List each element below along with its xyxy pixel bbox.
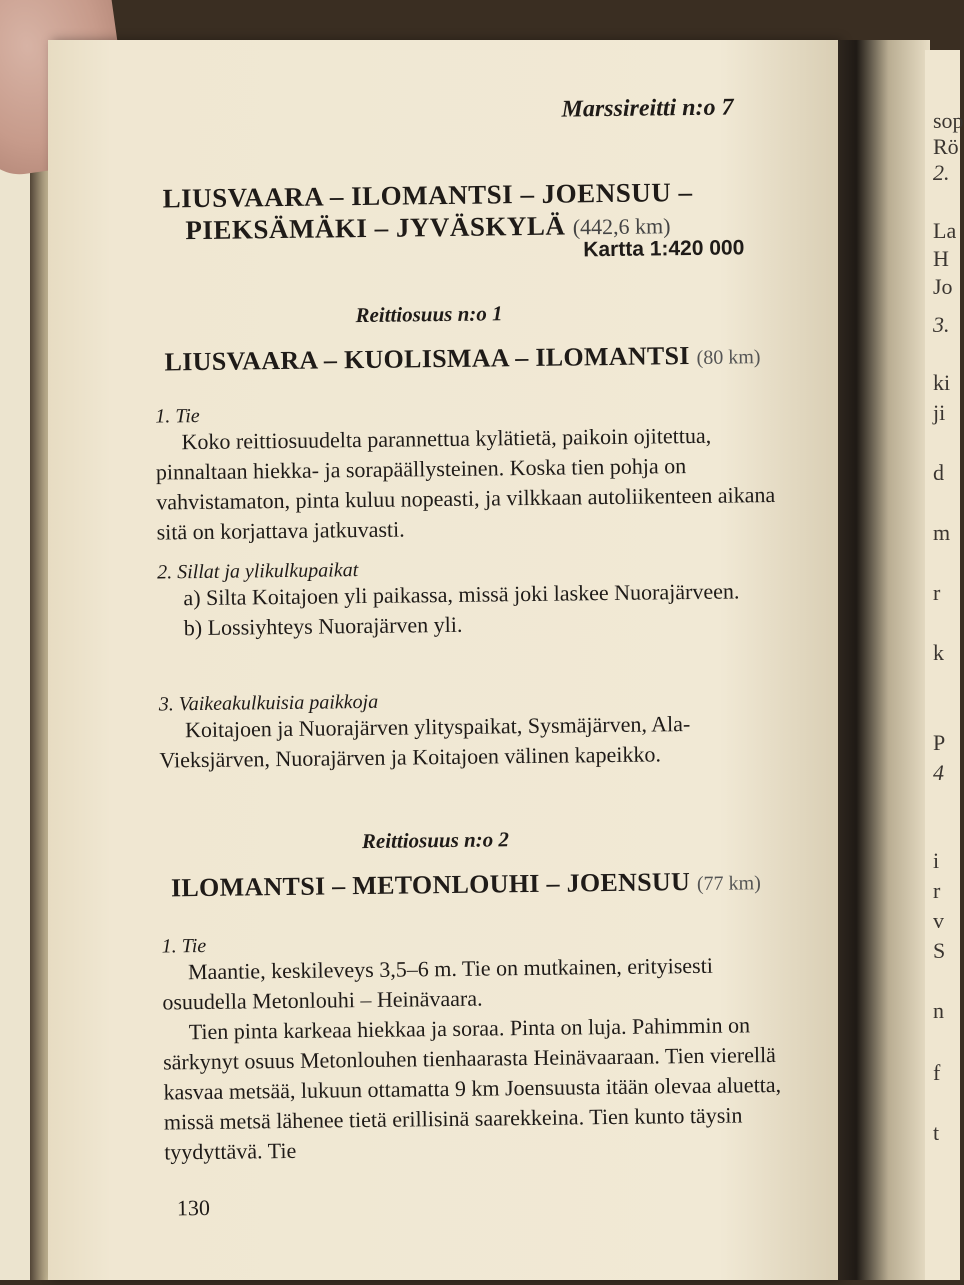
facing-fragment: r — [933, 878, 941, 903]
section-1-label: Reittiosuus n:o 1 — [355, 301, 503, 328]
section-1-road-paragraph — [155, 420, 791, 548]
section-1-difficult-heading: 3. Vaikeakulkuisia paikkoja — [158, 690, 379, 716]
facing-fragment: Jo — [933, 274, 953, 299]
section-1-road-text: Koko reittiosuudelta parannettua kylätietä, paikoin ojitettua, pinnaltaan hiekka- ja sorapäällysteinen. Koska tien pohja on vahvistamaton, pinta kuluu nopeasti, ja vilkkaan autoliikenteen aikana sitä on korjattava jatkuvasti. — [155, 422, 776, 545]
facing-fragment: t — [933, 1120, 940, 1145]
facing-fragment: i — [933, 848, 940, 873]
section-2-label: Reittiosuus n:o 2 — [361, 827, 510, 854]
facing-fragment: ki — [933, 370, 951, 395]
bridge-item-b: b) Lossiyhteys Nuorajärven yli. — [183, 611, 463, 641]
facing-fragment: 3. — [933, 312, 950, 337]
facing-fragment: P — [933, 730, 946, 755]
route-title-text-1: LIUSVAARA – ILOMANTSI – JOENSUU – — [162, 176, 693, 214]
section-2-road-heading: 1. Tie — [161, 934, 207, 958]
section-1-distance: (80 km) — [696, 346, 761, 369]
facing-fragment: Rö — [933, 134, 959, 159]
section-2-title-row — [171, 866, 761, 903]
section-2-road-text-2: Tien pinta karkeaa hiekkaa ja soraa. Pinta on luja. Pahimmin on särkynyt osuus Metonlouhen tienhaarasta Heinävaaraan. Tien vierellä kasvaa metsää, lukuun ottamatta 9 km Joensuusta itään olevaa aluetta, missä metsä lähenee tietä erillisinä saarekkeina. Tien kunto täysin tyydyttävä. Tie — [162, 1012, 782, 1165]
bridge-item-a: a) Silta Koitajoen yli paikassa, missä joki laskee Nuorajärveen. — [183, 578, 740, 611]
section-2-road-text-1: Maantie, keskileveys 3,5–6 m. Tie on mutkainen, erityisesti osuudella Metonlouhi – Heinävaara. — [162, 952, 714, 1015]
facing-page-edge — [925, 50, 964, 1280]
facing-fragment: v — [933, 908, 944, 933]
section-1-road-heading: 1. Tie — [155, 405, 200, 428]
page-number: 130 — [176, 1194, 211, 1221]
section-1-title-row — [164, 340, 760, 377]
facing-fragment: 4 — [933, 760, 944, 785]
facing-fragment: n — [933, 998, 944, 1023]
facing-fragment: d — [933, 460, 944, 485]
section-1-difficult-text: Koitajoen ja Nuorajärven ylityspaikat, Sysmäjärven, Ala-Vieksjärven, Nuorajärven ja Koitajoen välinen kapeikko. — [159, 711, 691, 773]
section-1-difficult-paragraph — [159, 708, 795, 776]
facing-fragment: r — [933, 580, 941, 605]
book-page — [48, 40, 838, 1280]
route-total-distance: (442,6 km) — [572, 213, 671, 240]
facing-fragment: ji — [933, 400, 946, 425]
facing-fragment: La — [933, 218, 957, 243]
facing-fragment: m — [933, 520, 951, 545]
section-2-distance: (77 km) — [696, 872, 761, 895]
map-scale: Kartta 1:420 000 — [583, 236, 745, 262]
facing-fragment: H — [933, 246, 949, 271]
running-head: Marssireitti n:o 7 — [561, 94, 734, 123]
facing-fragment: 2. — [933, 160, 950, 185]
section-1-title: LIUSVAARA – KUOLISMAA – ILOMANTSI — [164, 341, 690, 377]
facing-fragment: k — [933, 640, 944, 665]
section-2-road-paragraph — [162, 950, 800, 1168]
facing-fragment: f — [933, 1060, 941, 1085]
section-2-title: ILOMANTSI – METONLOUHI – JOENSUU — [170, 867, 691, 903]
section-1-bridges-list — [157, 576, 793, 644]
previous-page-edge — [0, 160, 30, 1280]
facing-fragment: sop — [933, 108, 964, 133]
page-content — [41, 35, 846, 1285]
route-title-text-2: PIEKSÄMÄKI – JYVÄSKYLÄ — [185, 210, 566, 246]
section-1-bridges-heading: 2. Sillat ja ylikulkupaikat — [157, 559, 359, 584]
facing-fragment: S — [933, 938, 946, 963]
book-gutter — [838, 40, 930, 1280]
